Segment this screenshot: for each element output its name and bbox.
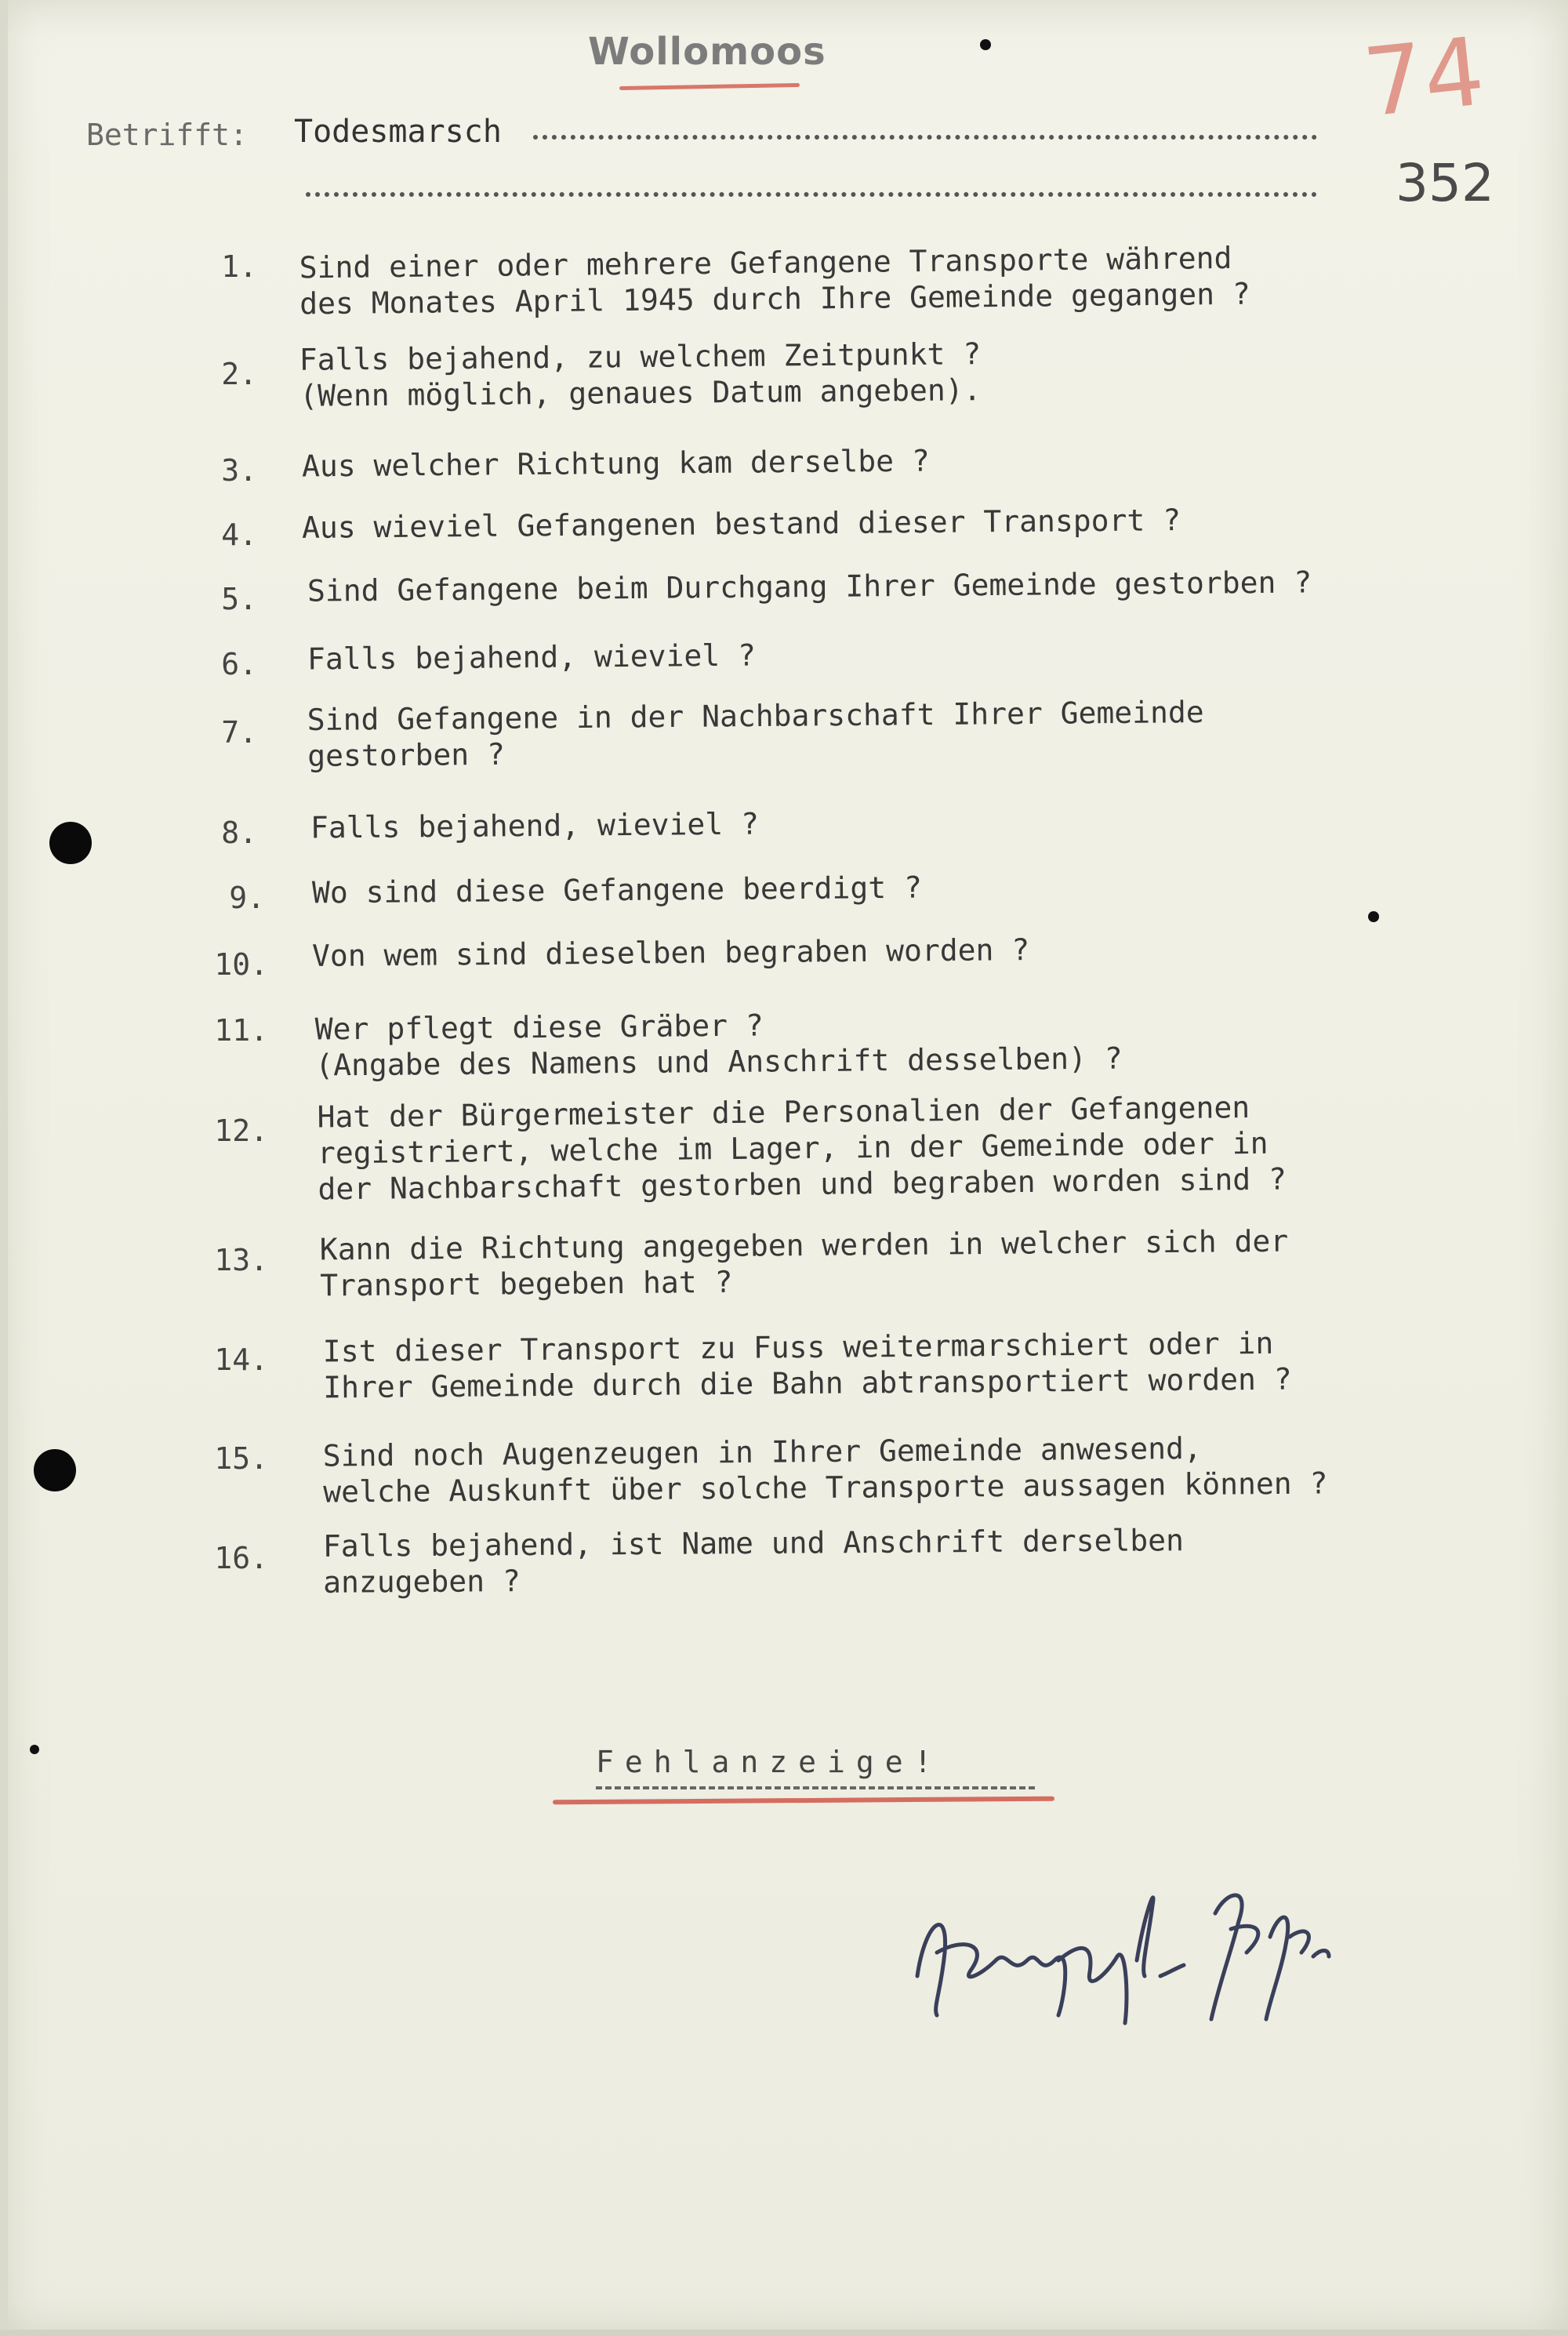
question-number: 10. <box>214 947 268 982</box>
question-text: Kann die Richtung angegeben werden in welcher sich der Transport begeben hat ? <box>319 1223 1289 1303</box>
question-text: Von wem sind dieselben begraben worden ? <box>311 932 1030 973</box>
question-text: Ist dieser Transport zu Fuss weitermarschiert oder in Ihrer Gemeinde durch die Bahn abtransportiert worden ? <box>322 1325 1292 1405</box>
paper-edge-bottom <box>0 2330 1568 2336</box>
question-number: 9. <box>229 881 265 915</box>
ink-spot <box>980 39 991 50</box>
page-number: 352 <box>1396 153 1494 213</box>
question-text: Falls bejahend, wieviel ? <box>307 638 757 677</box>
ink-spot-3 <box>30 1745 39 1754</box>
question-number: 1. <box>221 249 257 284</box>
question-number: 15. <box>214 1441 268 1476</box>
subject-label: Betrifft: <box>86 118 248 152</box>
question-number: 16. <box>214 1541 268 1575</box>
ink-spot-2 <box>1368 911 1379 922</box>
closing-dashed-underline <box>596 1786 1035 1789</box>
question-text: Sind Gefangene in der Nachbarschaft Ihrer Gemeinde gestorben ? <box>307 695 1204 773</box>
punch-hole <box>49 822 92 864</box>
paper-edge <box>0 0 8 2336</box>
red-pencil-mark: 74 <box>1359 17 1490 139</box>
question-number: 11. <box>214 1013 268 1048</box>
dotted-fill-line <box>533 119 1317 140</box>
question-number: 5. <box>221 582 257 616</box>
question-number: 7. <box>221 715 257 750</box>
question-number: 13. <box>214 1243 268 1277</box>
question-text: Wer pflegt diese Gräber ? (Angabe des Namens und Anschrift desselben) ? <box>314 1008 1123 1083</box>
question-number: 2. <box>221 357 257 391</box>
question-text: Sind noch Augenzeugen in Ihrer Gemeinde anwesend, welche Auskunft über solche Transporte aussagen können ? <box>322 1430 1328 1509</box>
question-text: Wo sind diese Gefangene beerdigt ? <box>311 870 923 910</box>
question-text: Falls bejahend, wieviel ? <box>310 806 760 845</box>
subject-value: Todesmarsch <box>294 114 502 150</box>
closing-remark: Fehlanzeige! <box>596 1745 943 1779</box>
question-text: Falls bejahend, zu welchem Zeitpunkt ? (Wenn möglich, genaues Datum angeben). <box>299 336 982 413</box>
question-text: Aus welcher Richtung kam derselbe ? <box>301 443 930 484</box>
question-number: 14. <box>214 1342 268 1377</box>
question-number: 12. <box>214 1114 268 1148</box>
question-text: Hat der Bürgermeister die Personalien der Gefangenen registriert, welche im Lager, in der Gemeinde oder in der Nachbarschaft gestorben und begraben worden sind ? <box>317 1090 1287 1207</box>
question-number: 4. <box>221 518 257 552</box>
question-text: Sind Gefangene beim Durchgang Ihrer Gemeinde gestorben ? <box>307 565 1312 609</box>
question-number: 6. <box>221 647 257 681</box>
punch-hole-2 <box>34 1449 76 1491</box>
dotted-fill-line-2 <box>306 176 1317 197</box>
question-text: Falls bejahend, ist Name und Anschrift derselben anzugeben ? <box>322 1523 1185 1600</box>
question-number: 3. <box>221 453 257 488</box>
place-stamp: Wollomoos <box>588 30 826 74</box>
question-number: 8. <box>221 816 257 850</box>
question-text: Sind einer oder mehrere Gefangene Transporte während des Monates April 1945 durch Ihre Gemeinde gegangen ? <box>299 240 1250 322</box>
question-text: Aus wieviel Gefangenen bestand dieser Transport ? <box>301 503 1181 545</box>
mayor-signature <box>902 1858 1341 2039</box>
